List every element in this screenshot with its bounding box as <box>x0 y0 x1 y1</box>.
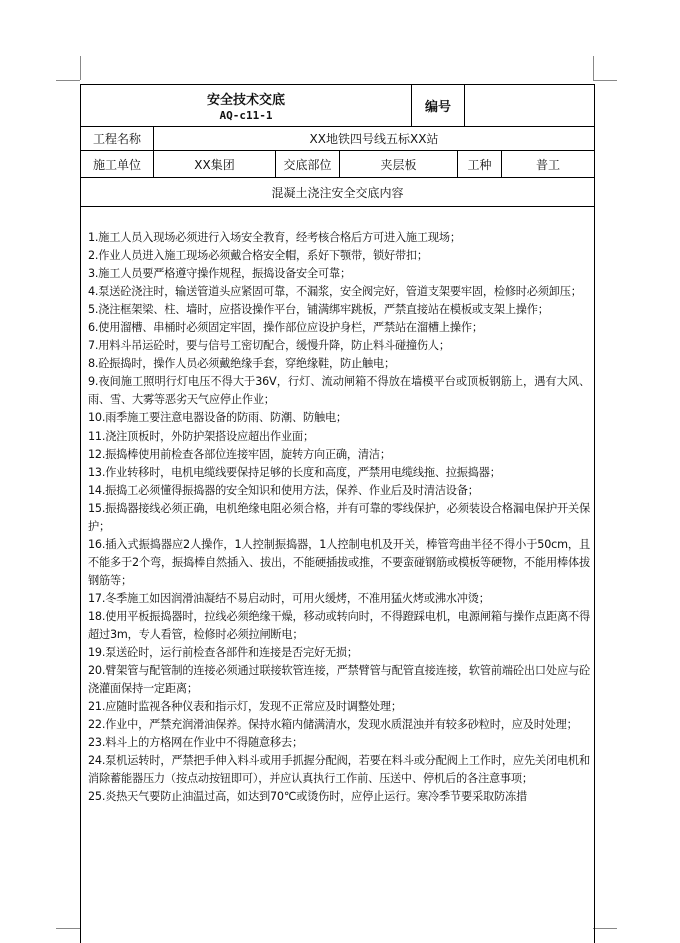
trade-value: 普工 <box>535 157 560 172</box>
unit-label-cell <box>81 151 153 177</box>
list-item: 4.泵送砼浇注时，输送管道头应紧固可靠，不漏浆，安全阀完好，管道支架要牢固，检修时必须卸压； <box>88 285 582 299</box>
list-item: 2.作业人员进入施工现场必须戴合格安全帽，系好下颚带，锁好带扣； <box>88 249 428 263</box>
unit-value: XX集团 <box>194 157 235 172</box>
list-item: 24.泵机运转时，严禁把手伸入料斗或用手抓握分配阀，若要在料斗或分配阀上工作时，应先关闭电机和消除蓄能器压力（按点动按钮即可），并应认真执行工作前、压送中、停机后的各注意事项； <box>88 754 590 786</box>
form-title: 安全技术交底 <box>206 93 285 108</box>
list-item: 3.施工人员要严格遵守操作规程，振捣设备安全可靠； <box>88 267 351 281</box>
list-item: 20.臂架管与配管制的连接必须通过联接软管连接，严禁臂管与配管直接连接，软管前端砼出口处应与砼浇灌面保持一定距离； <box>88 664 590 696</box>
list-item: 13.作业转移时，电机电缆线要保持足够的长度和高度，严禁用电缆线拖、拉振捣器； <box>88 465 501 479</box>
number-label: 编号 <box>424 100 451 115</box>
trade-label-cell <box>458 151 501 177</box>
content-title-cell <box>81 178 594 206</box>
header-row <box>81 85 594 127</box>
unit-row <box>81 151 594 178</box>
disclosure-items <box>88 229 590 807</box>
content-title: 混凝土浇注安全交底内容 <box>271 185 404 200</box>
list-item: 9.夜间施工照明行灯电压不得大于36V，行灯、流动闸箱不得放在墙模平台或顶板钢筋上，遇有大风、雨、雪、大雾等恶劣天气应停止作业； <box>88 375 590 407</box>
list-item: 15.振捣器接线必须正确，电机绝缘电阻必须合格，并有可靠的零线保护，必须装设合格漏电保护开关保护； <box>88 501 590 533</box>
form-code: AQ-c11-1 <box>219 109 273 122</box>
list-item: 8.砼振捣时，操作人员必须戴绝缘手套，穿绝缘鞋，防止触电； <box>88 357 395 371</box>
unit-value-cell <box>154 151 275 177</box>
crop-mark-top-left-v <box>80 56 81 80</box>
title-cell <box>81 85 411 126</box>
number-value-cell <box>465 85 594 126</box>
project-label: 工程名称 <box>92 132 141 146</box>
part-label-cell <box>276 151 339 177</box>
list-item: 23.料斗上的方格网在作业中不得随意移去； <box>88 736 303 750</box>
list-item: 25.炎热天气要防止油温过高，如达到70℃或烫伤时，应停止运行。寒冷季节要采取防冻措 <box>88 790 527 804</box>
list-item: 10.雨季施工要注意电器设备的防雨、防潮、防触电； <box>88 411 347 425</box>
crop-mark-top-right-h <box>593 80 617 81</box>
project-row <box>81 127 594 151</box>
list-item: 18.使用平板振捣器时，拉线必须绝缘干燥，移动或转向时，不得蹬踩电机，电源闸箱与操作点距离不得超过3m，专人看管，检修时必须拉闸断电； <box>88 609 590 642</box>
list-item: 5.浇注框架梁、柱、墙时，应搭设操作平台，铺满绑牢跳板，严禁直接站在模板或支架上操作； <box>88 303 549 317</box>
project-value: XX地铁四号线五标XX站 <box>309 132 439 146</box>
trade-value-cell <box>502 151 594 177</box>
unit-label: 施工单位 <box>92 157 141 172</box>
content-title-row <box>81 178 594 207</box>
part-value: 夹层板 <box>380 157 417 172</box>
number-label-cell <box>412 85 464 126</box>
list-item: 22.作业中，严禁充润滑油保养。保持水箱内储满清水，发现水质混浊并有较多砂粒时，应及时处理； <box>88 718 578 732</box>
list-item: 16.插入式振捣器应2人操作，1人控制振捣器，1人控制电机及开关，棒管弯曲半径不得小于50cm，且不能多于2个弯，振捣棒自然插入、拔出，不能硬插拔或推，不要蛮碰钢筋或模板等硬物，不能用棒体拔钢筋等； <box>88 537 590 587</box>
list-item: 7.用料斗吊运砼时，要与信号工密切配合，缓慢升降，防止料斗碰撞伤人； <box>88 339 450 353</box>
list-item: 19.泵送砼时，运行前检查各部件和连接是否完好无损； <box>88 646 358 660</box>
list-item: 14.振捣工必须懂得振捣器的安全知识和使用方法，保养、作业后及时清洁设备； <box>88 483 479 497</box>
safety-disclosure-form <box>80 84 595 943</box>
crop-mark-bottom-right-h <box>593 928 617 929</box>
list-item: 17.冬季施工如因润滑油凝结不易启动时，可用火缓烤，不准用猛火烤或沸水冲烫； <box>88 591 490 605</box>
list-item: 21.应随时监视各种仪表和指示灯，发现不正常应及时调整处理； <box>88 700 402 714</box>
crop-mark-top-right-v <box>593 56 594 80</box>
list-item: 11.浇注顶板时，外防护架搭设应超出作业面； <box>88 429 314 443</box>
project-value-cell <box>154 127 594 150</box>
part-label: 交底部位 <box>283 157 332 172</box>
part-value-cell <box>340 151 457 177</box>
list-item: 1.施工人员入现场必须进行入场安全教育，经考核合格后方可进入施工现场； <box>88 231 461 244</box>
list-item: 12.振捣棒使用前检查各部位连接牢固，旋转方向正确，清洁； <box>88 447 391 461</box>
crop-mark-bottom-left-h <box>56 928 80 929</box>
crop-mark-top-left-h <box>56 80 80 81</box>
project-label-cell <box>81 127 153 150</box>
list-item: 6.使用溜槽、串桶时必须固定牢固，操作部位应设护身栏，严禁站在溜槽上操作； <box>88 321 483 335</box>
trade-label: 工种 <box>467 157 492 172</box>
